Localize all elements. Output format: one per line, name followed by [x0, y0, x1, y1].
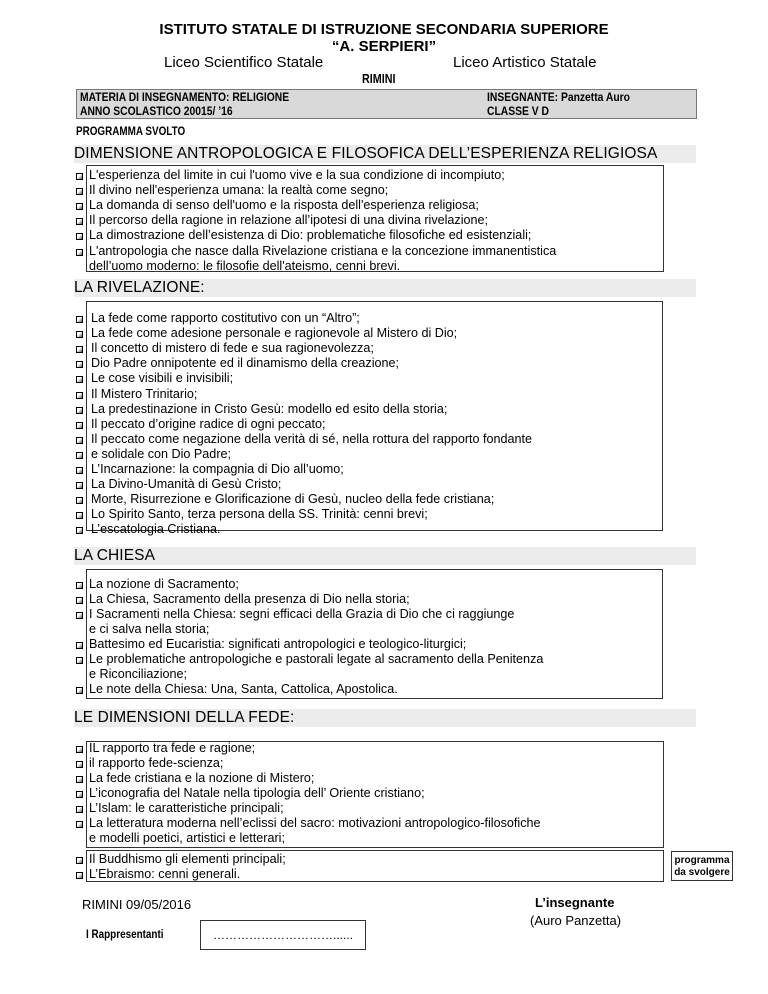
list-item: L’escatologia Cristiana.	[91, 522, 221, 537]
list-item: L’Ebraismo: cenni generali.	[89, 867, 241, 881]
list-item: e ci salva nella storia;	[89, 622, 210, 636]
bullet-icon	[76, 467, 83, 474]
bullet-icon	[76, 612, 83, 619]
bullet-icon	[76, 173, 83, 180]
liceo-scientifico: Liceo Scientifico Statale	[164, 54, 324, 71]
bullet-icon	[76, 422, 83, 429]
bullet-icon	[76, 642, 83, 649]
list-item: Il peccato d’origine radice di ogni peccato;	[91, 416, 326, 431]
section-title-rivelazione: LA RIVELAZIONE:	[74, 279, 696, 297]
side-note-line2: da svolgere	[674, 867, 730, 878]
list-item: il rapporto fede-scienza;	[89, 756, 224, 770]
list-item: Morte, Risurrezione e Glorificazione di Gesù, nucleo della fede cristiana;	[91, 492, 495, 507]
bullet-icon	[76, 657, 83, 664]
list-item: I Sacramenti nella Chiesa: segni efficaci della Grazia di Dio che ci raggiunge	[89, 607, 515, 621]
list-item: La dimostrazione dell’esistenza di Dio: problematiche filosofiche ed esistenziali;	[89, 228, 532, 243]
bullet-icon	[76, 746, 83, 753]
teacher-name: (Auro Panzetta)	[530, 913, 622, 928]
bullet-icon	[76, 331, 83, 338]
list-item: Il peccato come negazione della verità di sé, nella rottura del rapporto fondante	[91, 431, 533, 446]
bullet-icon	[76, 761, 83, 768]
school-name: ISTITUTO STATALE DI ISTRUZIONE SECONDARIA SUPERIORE	[159, 21, 609, 38]
list-item: Il Mistero Trinitario;	[91, 386, 198, 401]
list-item: Dio Padre onnipotente ed il dinamismo della creazione;	[91, 356, 400, 371]
list-item: La fede cristiana e la nozione di Mistero;	[89, 771, 315, 785]
bullet-icon	[76, 361, 83, 368]
programma-label: PROGRAMMA SVOLTO	[76, 126, 186, 138]
list-item: La domanda di senso dell'uomo e la risposta dell'esperienza religiosa;	[89, 198, 479, 213]
school-subtitle: “A. SERPIERI”	[331, 38, 437, 55]
bullet-icon	[76, 687, 83, 694]
bullet-icon	[76, 597, 83, 604]
list-item: Le note della Chiesa: Una, Santa, Cattolica, Apostolica.	[89, 682, 398, 696]
bullet-icon	[76, 203, 83, 210]
reps-signature-box	[200, 920, 366, 950]
bullet-icon	[76, 791, 83, 798]
list-item: La Divino-Umanità di Gesù Cristo;	[91, 477, 282, 492]
bullet-icon	[76, 512, 83, 519]
list-item: La Chiesa, Sacramento della presenza di Dio nella storia;	[89, 592, 410, 606]
section-title-dimensioni: LE DIMENSIONI DELLA FEDE:	[74, 709, 696, 727]
section-title-antropologica: DIMENSIONE ANTROPOLOGICA E FILOSOFICA DELL’ESPERIENZA RELIGIOSA	[74, 145, 696, 163]
anno-label: ANNO SCOLASTICO 20015/ ’16	[80, 104, 233, 118]
list-item: Battesimo ed Eucaristia: significati antropologici e teologico-liturgici;	[89, 637, 467, 651]
list-item: Le cose visibili e invisibili;	[91, 371, 234, 386]
bullet-icon	[76, 188, 83, 195]
list-item: La nozione di Sacramento;	[89, 577, 239, 591]
bullet-icon	[76, 346, 83, 353]
list-item: e solidale con Dio Padre;	[91, 446, 232, 461]
signature-dots: …………………………......	[213, 928, 354, 942]
list-item: L’Incarnazione: la compagnia di Dio all’uomo;	[91, 462, 344, 476]
list-item: e Riconciliazione;	[89, 667, 188, 681]
side-note-line1: programma	[674, 855, 730, 866]
list-item: Le problematiche antropologiche e pastorali legate al sacramento della Penitenza	[89, 652, 544, 666]
bullet-icon	[76, 806, 83, 813]
list-item: Lo Spirito Santo, terza persona della SS. Trinità: cenni brevi;	[91, 507, 428, 522]
bullet-icon	[76, 249, 83, 256]
list-item: Il percorso della ragione in relazione all’ipotesi di una divina rivelazione;	[89, 213, 489, 228]
bullet-icon	[76, 437, 83, 444]
list-item: dell’uomo moderno: le filosofie dell'ateismo, cenni brevi.	[89, 258, 401, 273]
place-date: RIMINI 09/05/2016	[82, 897, 192, 912]
list-item: La predestinazione in Cristo Gesù: modello ed esito della storia;	[91, 401, 448, 416]
liceo-artistico: Liceo Artistico Statale	[453, 54, 597, 71]
bullet-icon	[76, 482, 83, 489]
list-item: IL rapporto tra fede e ragione;	[89, 741, 256, 755]
list-item: La fede come rapporto costitutivo con un “Altro”;	[91, 311, 360, 325]
bullet-icon	[76, 527, 83, 534]
bullet-icon	[76, 872, 83, 879]
bullet-icon	[76, 497, 83, 504]
list-item: L’Islam: le caratteristiche principali;	[89, 801, 284, 815]
list-item: Il Buddhismo gli elementi principali;	[89, 852, 286, 866]
insegnante-label: INSEGNANTE: Panzetta Auro	[487, 90, 630, 104]
list-item: L'esperienza del limite in cui l'uomo vive e la sua condizione di incompiuto;	[89, 168, 505, 182]
bullet-icon	[76, 857, 83, 864]
bullet-icon	[76, 407, 83, 414]
bullet-icon	[76, 776, 83, 783]
bullet-icon	[76, 233, 83, 240]
teacher-label: L’insegnante	[535, 895, 615, 910]
list-item: La fede come adesione personale e ragionevole al Mistero di Dio;	[91, 326, 458, 341]
side-note-box	[671, 851, 733, 881]
list-item: Il concetto di mistero di fede e sua ragionevolezza;	[91, 341, 374, 356]
section-title-chiesa: LA CHIESA	[74, 547, 696, 565]
materia-label: MATERIA DI INSEGNAMENTO: RELIGIONE	[80, 90, 290, 104]
city-label: RIMINI	[362, 72, 396, 86]
bullet-icon	[76, 392, 83, 399]
bullet-icon	[76, 452, 83, 459]
bullet-icon	[76, 316, 83, 323]
classe-label: CLASSE V D	[487, 104, 549, 118]
reps-label: I Rappresentanti	[86, 929, 164, 941]
list-item: L'antropologia che nasce dalla Rivelazione cristiana e la concezione immanentistica	[89, 243, 557, 258]
bullet-icon	[76, 376, 83, 383]
list-item: Il divino nell'esperienza umana: la realtà come segno;	[89, 183, 389, 198]
bullet-icon	[76, 821, 83, 828]
bullet-icon	[76, 582, 83, 589]
bullet-icon	[76, 218, 83, 225]
list-item: L’iconografia del Natale nella tipologia dell’ Oriente cristiano;	[89, 786, 425, 800]
list-item: e modelli poetici, artistici e letterari;	[89, 831, 285, 845]
list-item: La letteratura moderna nell’eclissi del sacro: motivazioni antropologico-filosofiche	[89, 816, 541, 830]
